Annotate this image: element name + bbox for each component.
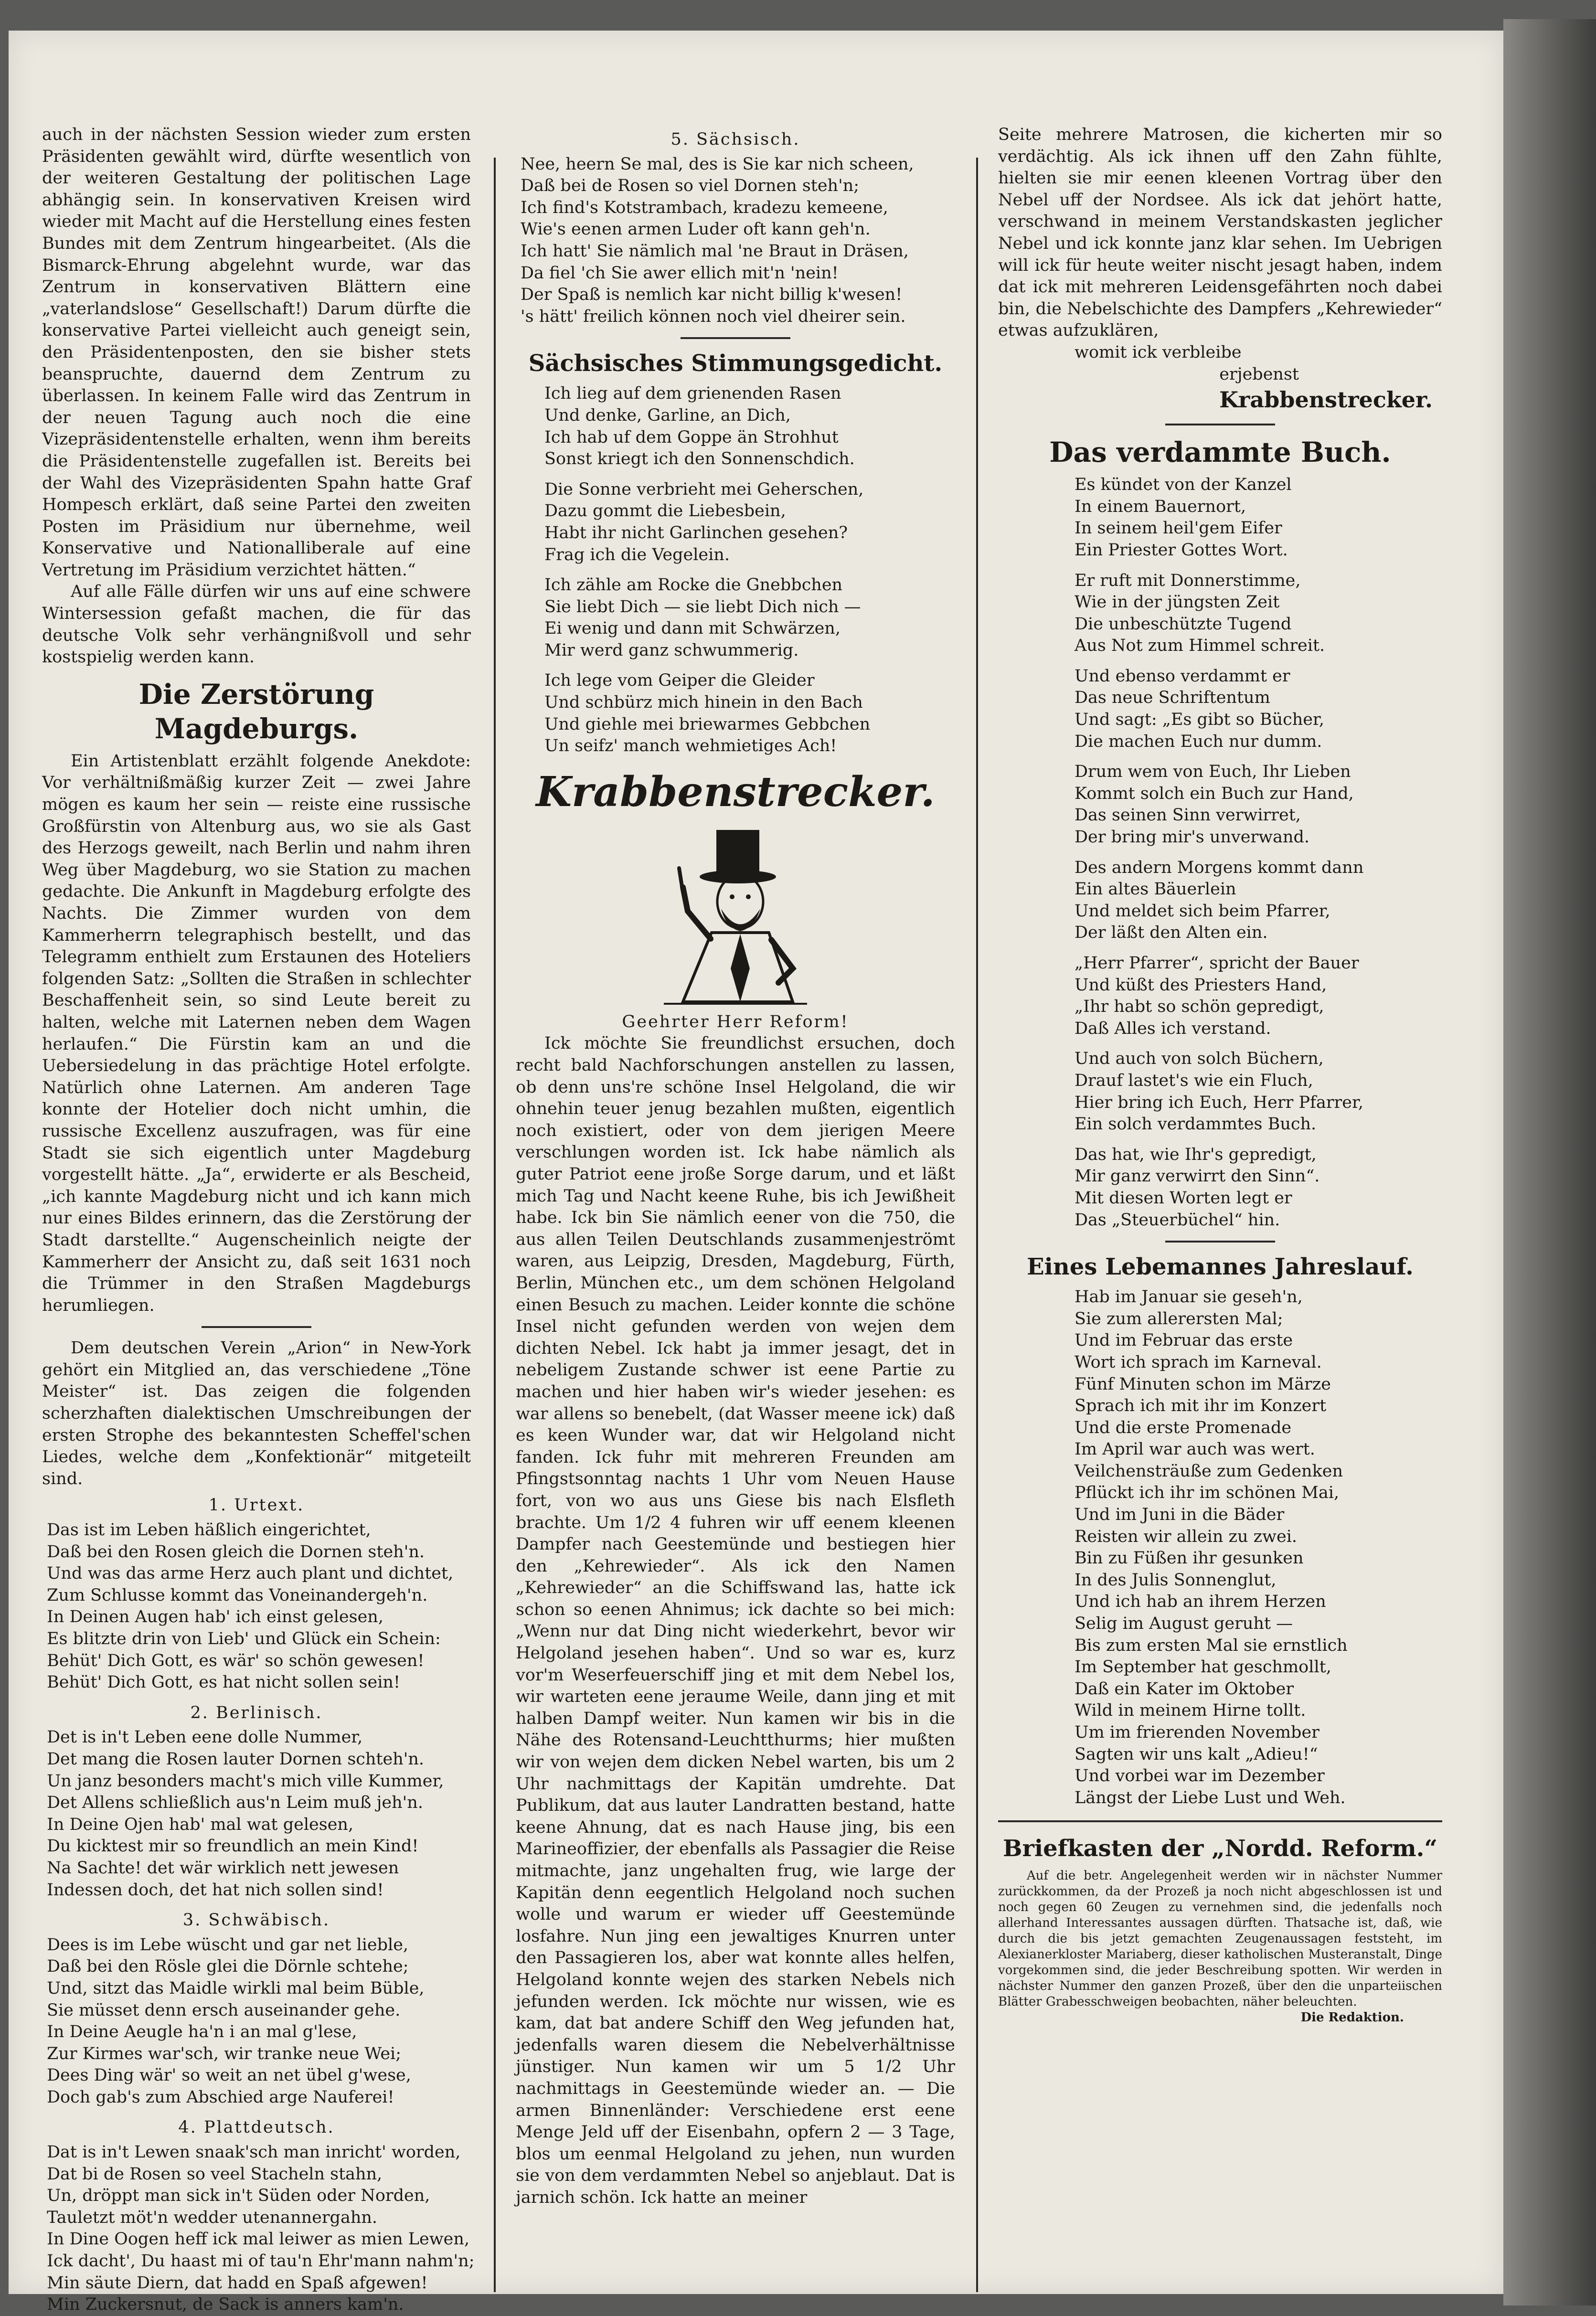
poem-line: Sie liebt Dich — sie liebt Dich nich — <box>544 597 861 616</box>
poem-line: In des Julis Sonnenglut, <box>1075 1570 1277 1590</box>
poem-line: Ich zähle am Rocke die Gnebbchen <box>544 575 843 595</box>
headline-lebemann: Eines Lebemannes Jahreslauf. <box>1027 1254 1414 1281</box>
poem-line: Kommt solch ein Buch zur Hand, <box>1075 784 1354 803</box>
poem-line: Daß bei den Rosen gleich die Dornen steh'n. <box>47 1542 425 1562</box>
separator <box>681 337 790 339</box>
poem-line: Un seifz' manch wehmietiges Ach! <box>544 736 837 756</box>
article-paragraph: Dem deutschen Verein „Arion“ in New-York gehört ein Mitglied an, das verschiedene „Töne Meister“ ist. Das zeigen die folgenden scherzhaften dialektischen Umschreibungen der ersten Strophe des bekanntesten Scheffel'schen Liedes, welche dem „Konfektionär“ mitgeteilt sind. <box>42 1339 471 1488</box>
poem-line: Ein altes Bäuerlein <box>1075 880 1236 899</box>
poem-line: Die machen Euch nur dumm. <box>1075 732 1322 751</box>
poem-line: Der Spaß is nemlich kar nicht billig k'wesen! <box>521 285 903 305</box>
poem-line: Daß ein Kater im Oktober <box>1075 1679 1294 1699</box>
poem-line: Das hat, wie Ihr's gepredigt, <box>1075 1145 1317 1164</box>
poem-line: Die Sonne verbrieht mei Geherschen, <box>544 479 864 499</box>
poem-line: Und giehle mei briewarmes Gebbchen <box>544 714 871 734</box>
poem-line: Un, dröppt man sick in't Süden oder Norden, <box>47 2186 430 2206</box>
stanza-saechsisch <box>521 154 955 328</box>
poem-line: Mir ganz verwirrt den Sinn“. <box>1075 1167 1320 1186</box>
poem-line: In Deinen Augen hab' ich einst gelesen, <box>47 1607 383 1627</box>
poem-stimmungsgedicht <box>544 383 955 757</box>
poem-line: Un janz besonders macht's mich ville Kummer, <box>47 1771 444 1791</box>
poem-line: Indessen doch, det hat nich sollen sind! <box>47 1880 384 1900</box>
poem-line: Das neue Schriftentum <box>1075 688 1270 708</box>
poem-line: Sonst kriegt ich den Sonnenschdich. <box>544 449 855 469</box>
poem-line: Du kicktest mir so freundlich an mein Kind! <box>47 1837 419 1856</box>
poem-line: Dat is in't Lewen snaak'sch man inricht' worden, <box>47 2143 461 2162</box>
poem-line: Na Sachte! det wär wirklich nett jewesen <box>47 1858 399 1878</box>
poem-line: Die unbeschützte Tugend <box>1075 614 1292 634</box>
poem-line: In einem Bauernort, <box>1075 497 1246 516</box>
letter-body: Ick möchte Sie freundlichst ersuchen, doch recht bald Nachforschungen anstellen zu lassen, ob denn uns're schöne Insel Helgoland, die wir ohnehin teuer jenug bezahlen mußten, eigentlich noch existiert, oder von dem jierigen Meere verschlungen worden ist. Ick habe nämlich als guter Patriot eene jroße Sorge darum, und et läßt mich Tag und Nacht keene Ruhe, bis ich Jewißheit habe. Ick bin Sie nämlich eener von die 750, die aus allen Teilen Deutschlands zusammenjeströmt waren, aus Leipzig, Dresden, Magdeburg, Fürth, Berlin, München etc., um dem schönen Helgoland einen Besuch zu machen. Leider konnte die schöne Insel nicht gefunden werden von wejen dem dichten Nebel. Ick habt ja immer jesagt, det in nebeligem Zustande schwer ist eene Partie zu machen und hier haben wir's wieder jesehen: es war allens so benebelt, (dat Wasser meene ick) daß es keen Wunder war, dat wir Helgoland nicht fanden. Ick fuhr mit mehreren Freunden am Pfingstsonntag nachts 1 Uhr vom Neuen Hause fort, von wo aus uns Giese bis nach Elsfleth brachte. Um 1/2 4 fuhren wir uff eenem kleenen Dampfer nach Geestemünde und bestiegen hier den „Kehrewieder“. Als ick den Namen „Kehrewieder“ an die Schiffswand las, hatte ick schon so eenen Ahnimus; ick dachte so bei mich: „Wenn nur dat Ding nicht wiederkehrt, bevor wir Helgoland jesehen haben“. Und so war es, kurz vor'm Weserfeuerschiff jing et mit dem Nebel los, wir warteten eene jeraume Weile, dann jing et mit halben Dampf weiter. Nun kamen wir bis in die Nähe des Rotensand-Leuchtthurms; hier mußten wir von wejen dem dicken Nebel warten, bis um 2 Uhr nachmittags der Kapitän umdrehte. Dat Publikum, dat aus lauter Landratten bestand, hatte keene Ahnung, dat es nach Hause jing, bis een Marineoffizier, der ebenfalls als Passagier die Reise mitmachte, janz ungehalten frug, wie large der Kapitän denn eegentlich Helgoland noch suchen wolle und warum er wieder uff Geestemünde losfahre. Nun jing een jewaltiges Knurren unter den Passagieren los, aber wat konnte alles helfen, Helgoland konnte wejen des starken Nebels nich jefunden werden. Ick möchte nur wissen, wie es kam, dat bat andere Schiff den Weg jefunden hat, jedenfalls waren diesem die Nebelverhältnisse jünstiger. Nun kamen wir um 5 1/2 Uhr nachmittags in Geestemünde wieder an. — Die armen Binnenländer: Verschiedene erst eene Menge Jeld uff der Eisenbahn, opfern 2 — 3 Tage, blos um eenmal Helgoland zu jehen, nun wurden sie von dem verdammten Nebel so anjeblaut. Dat is jarnich schön. Ick hatte an meiner <box>516 1034 955 2207</box>
poem-line: Es kündet von der Kanzel <box>1075 475 1292 495</box>
poem-line: Sagten wir uns kalt „Adieu!“ <box>1075 1744 1318 1764</box>
poem-stanza <box>544 574 955 661</box>
poem-line: Frag ich die Vegelein. <box>544 545 730 564</box>
poem-line: Aus Not zum Himmel schreit. <box>1075 636 1325 656</box>
poem-line: Und schbürz mich hinein in den Bach <box>544 693 863 712</box>
letter-greeting: Geehrter Herr Reform! <box>622 1012 849 1031</box>
stanza-title: 5. Sächsisch. <box>670 130 800 149</box>
poem-stanza <box>1075 761 1442 848</box>
poem-line: Min säute Diern, dat hadd en Spaß afgewen! <box>47 2273 428 2293</box>
poem-line: Det mang die Rosen lauter Dornen schteh'n. <box>47 1749 425 1769</box>
column-rule-1 <box>494 158 496 2292</box>
poem-line: Und küßt des Priesters Hand, <box>1075 975 1327 995</box>
letter-signature: Krabbenstrecker. <box>1219 387 1433 413</box>
poem-line: Ich lege vom Geiper die Gleider <box>544 671 815 691</box>
poem-line: Wort ich sprach im Karneval. <box>1075 1352 1322 1372</box>
poem-line: Reisten wir allein zu zwei. <box>1075 1527 1298 1546</box>
poem-line: Wie's eenen armen Luder oft kann geh'n. <box>521 220 871 239</box>
poem-stanza <box>1075 857 1442 944</box>
poem-line: Und meldet sich beim Pfarrer, <box>1075 901 1330 921</box>
poem-line: Bis zum ersten Mal sie ernstlich <box>1075 1636 1348 1655</box>
poem-line: Tauletzt möt'n wedder utenannergahn. <box>47 2208 378 2227</box>
poem-line: Nee, heern Se mal, des is Sie kar nich scheen, <box>521 154 914 174</box>
poem-line: Mit diesen Worten legt er <box>1075 1188 1292 1208</box>
poem-line: Der läßt den Alten ein. <box>1075 923 1268 943</box>
poem-stanza <box>1075 953 1442 1040</box>
poem-line: Da fiel 'ch Sie awer ellich mit'n 'nein! <box>521 263 839 283</box>
poem-line: Habt ihr nicht Garlinchen gesehen? <box>544 523 848 542</box>
poem-line: Behüt' Dich Gott, es wär' so schön gewesen! <box>47 1651 425 1670</box>
article-paragraph: Auf alle Fälle dürfen wir uns auf eine schwere Wintersession gefaßt machen, die für das deutsche Volk sehr verhängnißvoll und sehr kostspielig werden kann. <box>42 582 471 667</box>
poem-line: Und was das arme Herz auch plant und dichtet, <box>47 1564 454 1583</box>
poem-line: Wie in der jüngsten Zeit <box>1075 593 1280 612</box>
poem-line: Ein solch verdammtes Buch. <box>1075 1115 1317 1134</box>
poem-line: Fünf Minuten schon im Märze <box>1075 1374 1331 1394</box>
poem-line: Det is in't Leben eene dolle Nummer, <box>47 1728 363 1747</box>
poem-line: Bin zu Füßen ihr gesunken <box>1075 1549 1304 1568</box>
poem-line: Und im Februar das erste <box>1075 1331 1293 1350</box>
man-with-top-hat-figure <box>654 825 817 1007</box>
poem-stanza <box>1075 570 1442 657</box>
poem-line: Daß bei de Rosen so viel Dornen steh'n; <box>521 176 860 196</box>
article-paragraph: Ein Artistenblatt erzählt folgende Anekdote: Vor verhältnißmäßig kurzer Zeit — zwei Jahre mögen es kaum her sein — reiste eine russische Großfürstin von Altenburg aus, wo sie als Gast des Herzogs geweilt, nach Berlin und nahm ihren Weg über Magdeburg, wo sie Station zu machen gedachte. Die Ankunft in Magdeburg erfolgte des Nachts. Die Zimmer wurden von dem Kammerherrn telegraphisch bestellt, und das Telegramm enthielt zum Erstaunen des Hoteliers folgenden Satz: „Sollten die Straßen in schlechter Beschaffenheit sein, so sind Leute bereit zu halten, welche mit Laternen neben dem Wagen herlaufen.“ Die Fürstin kam an und die Uebersiedelung in das prächtige Hotel erfolgte. Natürlich ohne Laternen. Am anderen Tage konnte der Hotelier doch nicht umhin, die russische Excellenz auszufragen, was für eine Stadt sie sich eigentlich unter Magdeburg vorgestellt hätte. „Ja“, erwiderte er als Bescheid, „ich kannte Magdeburg nicht und ich kann mich nur eines Bildes erinnern, das die Zerstörung der Stadt darstellte.“ Augenscheinlich neigte der Kammerherr der Ansicht zu, daß seit 1631 noch die Trümmer in den Straßen Magdeburgs herumliegen. <box>42 751 471 1315</box>
poem-line: Und, sitzt das Maidle wirkli mal beim Büble, <box>47 1978 425 1998</box>
poem-line: Dazu gommt die Liebesbein, <box>544 501 786 521</box>
poem-line: Des andern Morgens kommt dann <box>1075 858 1364 877</box>
poem-line: In Deine Ojen hab' mal wat gelesen, <box>47 1815 354 1834</box>
letter-closing: erjebenst <box>1219 364 1299 384</box>
poem-line: Und im Juni in die Bäder <box>1075 1505 1285 1525</box>
headline-stimmungsgedicht: Sächsisches Stimmungsgedicht. <box>528 350 943 377</box>
poem-line: Hier bring ich Euch, Herr Pfarrer, <box>1075 1093 1364 1112</box>
poem-line: Und ebenso verdammt er <box>1075 666 1290 686</box>
poem-stanza <box>1075 1144 1442 1231</box>
poem-line: Veilchensträuße zum Gedenken <box>1075 1461 1343 1481</box>
briefkasten-signature: Die Redaktion. <box>1300 2010 1404 2025</box>
poem-line: Um im frierenden November <box>1075 1723 1319 1742</box>
poem-line: In Deine Aeugle ha'n i an mal g'lese, <box>47 2022 357 2042</box>
poem-line: Dat bi de Rosen so veel Stacheln stahn, <box>47 2164 383 2184</box>
poem-line: Drum wem von Euch, Ihr Lieben <box>1075 762 1351 782</box>
poem-line: „Ihr habt so schön gepredigt, <box>1075 997 1324 1017</box>
poem-line: Das seinen Sinn verwirret, <box>1075 806 1301 825</box>
stanza-title: 2. Berlinisch. <box>190 1703 323 1722</box>
column-2 <box>516 124 955 2297</box>
poem-line: Ei wenig und dann mit Schwärzen, <box>544 619 841 638</box>
poem-line: „Herr Pfarrer“, spricht der Bauer <box>1075 954 1359 973</box>
poem-line: In seinem heil'gem Eifer <box>1075 519 1282 538</box>
poem-line: Zur Kirmes war'sch, wir tranke neue Wei; <box>47 2044 402 2063</box>
article-paragraph: auch in der nächsten Session wieder zum ersten Präsidenten gewählt wird, dürfte wesentlich von der weiteren Gestaltung der politischen Lage abhängig sein. In konservativen Kreisen wird wieder mit Macht auf die Herstellung eines festen Bundes mit dem Zentrum hingearbeitet. (Als die Bismarck-Ehrung abgelehnt wurde, war das Zentrum in konservativen Blättern eine „vaterlandslose“ Gesellschaft!) Darum dürfte die konservative Partei vielleicht auch geneigt sein, den Präsidentenposten, den sie bisher stets beanspruchte, dauernd dem Zentrum zu überlassen. In keinem Falle wird das Zentrum in der neuen Tagung auch noch die eine Vizepräsidentenstelle erhalten, wenn ihm bereits die Präsidentenstelle zugefallen ist. Bereits bei der Wahl des Vizepräsidenten Spahn hatte Graf Hompesch erklärt, daß seine Partei den zweiten Posten im Präsidium nur übernehme, weil Konservative und Nationalliberale auf eine Vertretung im Präsidium verzichtet hätten.“ <box>42 125 471 580</box>
column-rule-2 <box>976 158 978 2292</box>
poem-line: Mir werd ganz schwummerig. <box>544 640 799 660</box>
page-edge-shadow <box>1503 19 1596 2305</box>
separator <box>1165 424 1275 425</box>
poem-line: Dees is im Lebe wüscht und gar net lieble, <box>47 1935 409 1955</box>
separator <box>1165 1241 1275 1243</box>
stanza-schwaebisch <box>47 1934 471 2109</box>
poem-lebemann <box>1075 1286 1442 1809</box>
poem-line: Ein Priester Gottes Wort. <box>1075 540 1288 560</box>
poem-line: Und ich hab an ihrem Herzen <box>1075 1592 1326 1612</box>
poem-line: Selig im August geruht — <box>1075 1614 1293 1634</box>
letter-closing: womit ick verbleibe <box>1075 342 1242 362</box>
poem-line: Das ist im Leben häßlich eingerichtet, <box>47 1520 371 1540</box>
poem-stanza <box>1075 1048 1442 1135</box>
poem-line: Wild in meinem Hirne tollt. <box>1075 1701 1306 1721</box>
poem-line: In Dine Oogen heff ick mal leiwer as mien Lewen, <box>47 2230 470 2249</box>
stanza-title: 3. Schwäbisch. <box>182 1911 330 1930</box>
headline-magdeburg: Die Zerstörung Magdeburgs. <box>138 678 374 745</box>
poem-line: Sie müsset denn ersch auseinander gehe. <box>47 2000 401 2020</box>
poem-line: Und denke, Garline, an Dich, <box>544 405 791 425</box>
poem-line: Im September hat geschmollt, <box>1075 1657 1331 1677</box>
poem-line: Das „Steuerbüchel“ hin. <box>1075 1210 1280 1230</box>
stanza-plattdeutsch <box>47 2142 475 2316</box>
poem-line: Drauf lastet's wie ein Fluch, <box>1075 1071 1313 1090</box>
poem-line: Ick dacht', Du haast mi of tau'n Ehr'mann nahm'n; <box>47 2252 475 2271</box>
poem-line: Und sagt: „Es gibt so Bücher, <box>1075 710 1325 730</box>
poem-stanza <box>544 383 955 470</box>
letter-body-continued: Seite mehrere Matrosen, die kicherten mir so verdächtig. Als ick ihnen uff den Zahn fühlte, hielten sie mir eenen kleenen Vortrag über den Nebel uff der Nordsee. Als ick dat jehört hatte, verschwand in meinem Verstandskasten jeglicher Nebel und ick konnte janz klar sehen. Im Uebrigen will ick für heute weiter nischt jesagt haben, indem dat ick mit mehreren Leidensgefährten noch dabei bin, die Nebelschichte des Dampfers „Kehrewieder“ etwas aufzuklären, <box>998 125 1442 340</box>
poem-line: Sprach ich mit ihr im Konzert <box>1075 1396 1327 1416</box>
poem-line: Er ruft mit Donnerstimme, <box>1075 571 1301 590</box>
poem-stanza <box>544 670 955 757</box>
column-1 <box>42 124 475 2315</box>
poem-line: Der bring mir's unverwand. <box>1075 828 1310 847</box>
poem-line: Sie zum allerersten Mal; <box>1075 1309 1283 1328</box>
separator-wide <box>998 1820 1442 1822</box>
poem-line: Und vorbei war im Dezember <box>1075 1766 1325 1786</box>
poem-stanza <box>544 479 955 566</box>
poem-line: Doch gab's zum Abschied arge Nauferei! <box>47 2087 394 2107</box>
poem-line: Und auch von solch Büchern, <box>1075 1049 1324 1069</box>
headline-verdammte-buch: Das verdammte Buch. <box>1049 436 1391 469</box>
poem-line: Und die erste Promenade <box>1075 1418 1292 1437</box>
briefkasten-notice: Auf die betr. Angelegenheit werden wir in nächster Nummer zurückkommen, da der Prozeß ja noch nicht abgeschlossen ist und noch gegen 60 Zeugen zu vernehmen sind, die jedenfalls noch allerhand Interessantes aussagen dürften. Thatsache ist, daß, wie durch die bis jetzt gemachten Zeugenaussagen feststeht, im Alexianerkloster Mariaberg, dieser katholischen Musteranstalt, Dinge vorgekommen sind, die jeder Beschreibung spotten. Wir werden in nächster Nummer den ganzen Prozeß, über den die unparteiischen Blätter Grabesschweigen beobachten, näher beleuchten. <box>998 1869 1442 2009</box>
poem-line: 's hätt' freilich können noch viel dheirer sein. <box>521 307 906 326</box>
poem-line: Dees Ding wär' so weit an net übel g'wese, <box>47 2066 411 2085</box>
stanza-urtext <box>47 1519 471 1694</box>
poem-line: Min Zuckersnut, de Sack is anners kam'n. <box>47 2295 404 2315</box>
poem-line: Daß bei den Rösle glei die Dörnle schtehe; <box>47 1957 409 1976</box>
headline-briefkasten: Briefkasten der „Nordd. Reform.“ <box>1003 1835 1437 1862</box>
poem-line: Daß Alles ich verstand. <box>1075 1019 1271 1038</box>
column-3 <box>998 124 1442 2297</box>
poem-stanza <box>1075 474 1442 561</box>
poem-line: Zum Schlusse kommt das Voneinandergeh'n. <box>47 1585 428 1605</box>
poem-line: Ich hatt' Sie nämlich mal 'ne Braut in Dräsen, <box>521 241 909 261</box>
stanza-title: 4. Plattdeutsch. <box>178 2118 335 2137</box>
separator <box>202 1326 311 1328</box>
stanza-title: 1. Urtext. <box>208 1496 305 1515</box>
poem-line: Det Allens schließlich aus'n Leim muß jeh'n. <box>47 1793 423 1813</box>
poem-verdammte-buch <box>1075 474 1442 1231</box>
poem-line: Hab im Januar sie geseh'n, <box>1075 1287 1303 1307</box>
headline-krabbenstrecker: Krabbenstrecker. <box>536 767 935 816</box>
poem-line: Ich hab uf dem Goppe än Strohhut <box>544 427 839 447</box>
poem-line: Ich lieg auf dem grienenden Rasen <box>544 384 841 404</box>
poem-line: Im April war auch was wert. <box>1075 1440 1315 1459</box>
poem-line: Ich find's Kotstrambach, kradezu kemeene, <box>521 198 888 217</box>
stanza-berlinisch <box>47 1727 471 1901</box>
poem-line: Behüt' Dich Gott, es hat nicht sollen sein! <box>47 1673 401 1692</box>
poem-line: Pflückt ich ihr im schönen Mai, <box>1075 1483 1340 1503</box>
poem-line: Es blitzte drin von Lieb' und Glück ein Schein: <box>47 1629 441 1648</box>
poem-line: Längst der Liebe Lust und Weh. <box>1075 1788 1346 1807</box>
poem-stanza <box>1075 666 1442 753</box>
